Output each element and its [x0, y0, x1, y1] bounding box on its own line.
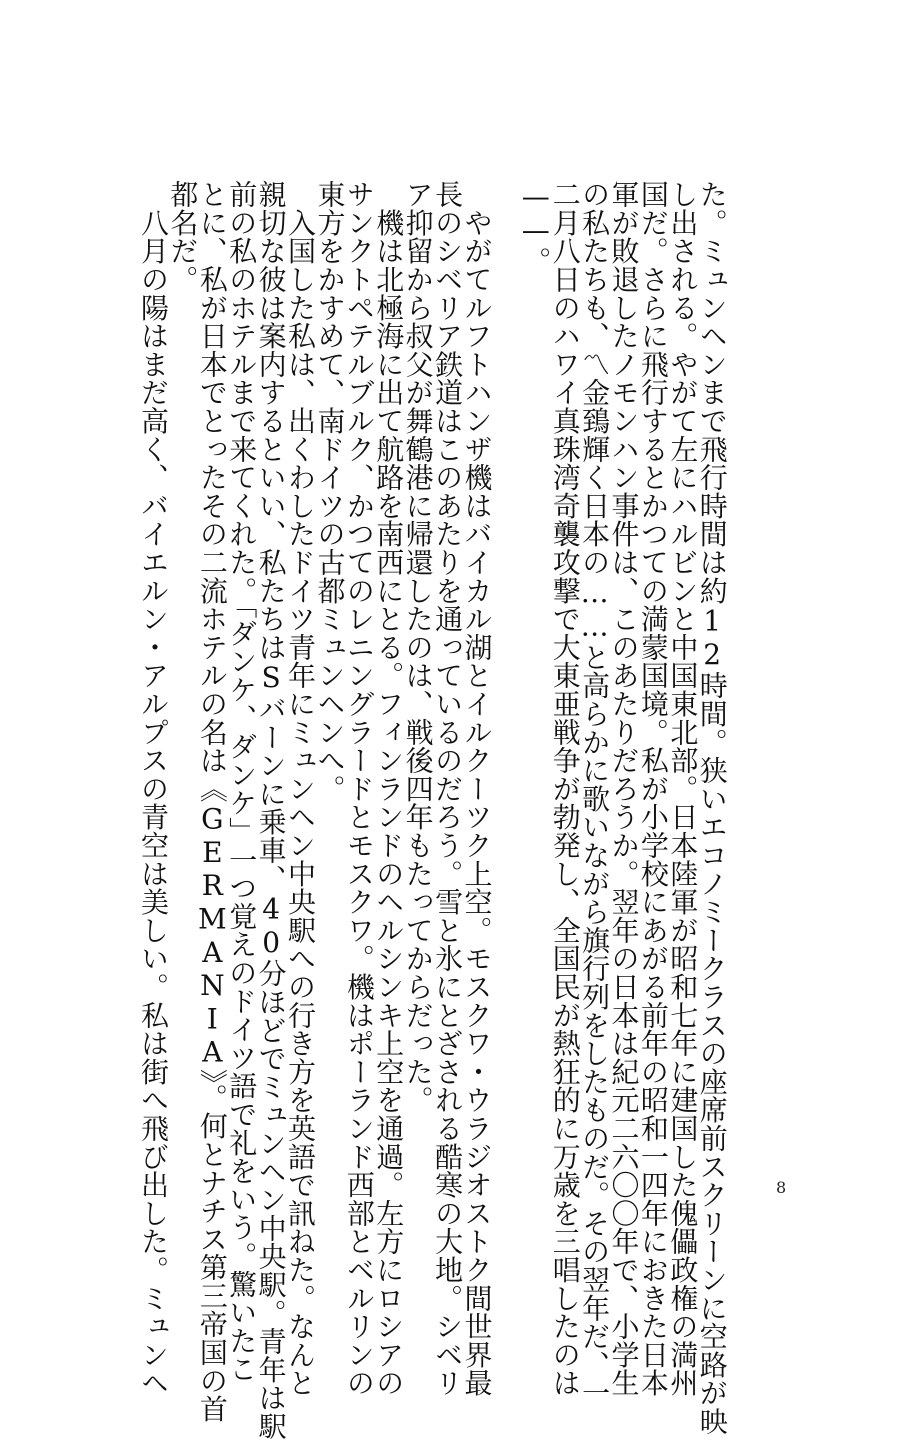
text-column-10: 長のシベリア鉄道はこのあたりを通っているのだろう。雪と氷にとざされる酷寒の大地。シベリ	[431, 180, 465, 1397]
vertical-text-body	[137, 180, 729, 1440]
text-column-17: 前の私のホテルまで来てくれた。「ダンケ、ダンケ」一つ覚えのドイツ語で礼をいう。驚いたこ	[225, 180, 259, 1383]
text-column-2: し出される。やがて左にハルビンと中国東北部。日本陸軍が昭和七年に建国した傀儡政権の満州	[666, 180, 700, 1397]
text-column-1: た。ミュンヘンまで飛行時間は約12時間。狭いエコノミークラスの座席前スクリーンに空路が映	[695, 180, 729, 1436]
text-column-15: 入国した私は、出くわしたドイツ青年にミュンヘン中央駅への行き方を英語で訊ねた。なんと	[284, 180, 318, 1397]
text-column-19: 都名だ。	[166, 180, 200, 294]
text-column-14: 東方をかすめて、南ドイツの古都ミュンヘンへ。	[313, 180, 347, 803]
blank-column	[492, 180, 521, 1170]
text-column-5: の私たちも、〽金鵄輝く日本の……と高らかに歌いながら旗行列をしたものだ。その翌年だ、一	[578, 180, 612, 1407]
text-column-6: 二月八日のハワイ真珠湾奇襲攻撃で大東亜戦争が勃発し、全国民が熱狂的に万歳を三唱したのは	[548, 180, 582, 1397]
text-column-18: とに、私が日本でとったその二流ホテルの名は《GERMANIA》。何とナチス第三帝国の首	[195, 180, 229, 1423]
text-column-12: 機は北極海に出て航路を南西にとる。フィンランドのヘルシンキ上空を通過。左方にロシアの	[372, 180, 406, 1397]
text-column-7: ——。	[519, 180, 553, 275]
text-column-4: 軍が敗退したノモンハン事件は、このあたりだろうか。翌年の日本は紀元二六〇〇年で、小学生	[607, 180, 641, 1397]
text-column-9: やがてルフトハンザ機はバイカル湖とイルクーツク上空。モスクワ・ウラジオストク間世界最	[460, 180, 494, 1397]
text-column-3: 国だ。さらに飛行するとかつての満蒙国境。私が小学校にあがる前年の昭和一四年におきた日本	[636, 180, 670, 1397]
page-number: 8	[776, 1178, 787, 1197]
text-column-16: 親切な彼は案内するといい、私たちはSバーンに乗車、40分ほどでミュンヘン中央駅。青年は駅	[254, 180, 288, 1440]
text-column-13: サンクトペテルブルク、かつてのレニングラードとモスクワ。機はポーランド西部とベルリンの	[342, 180, 376, 1397]
text-column-11: ア抑留から叔父が舞鶴港に帰還したのは、戦後四年もたってからだった。	[401, 180, 435, 1114]
text-column-20: 八月の陽はまだ高く、バイエルン・アルプスの青空は美しい。私は街へ飛び出した。ミュンヘ	[137, 180, 170, 1397]
